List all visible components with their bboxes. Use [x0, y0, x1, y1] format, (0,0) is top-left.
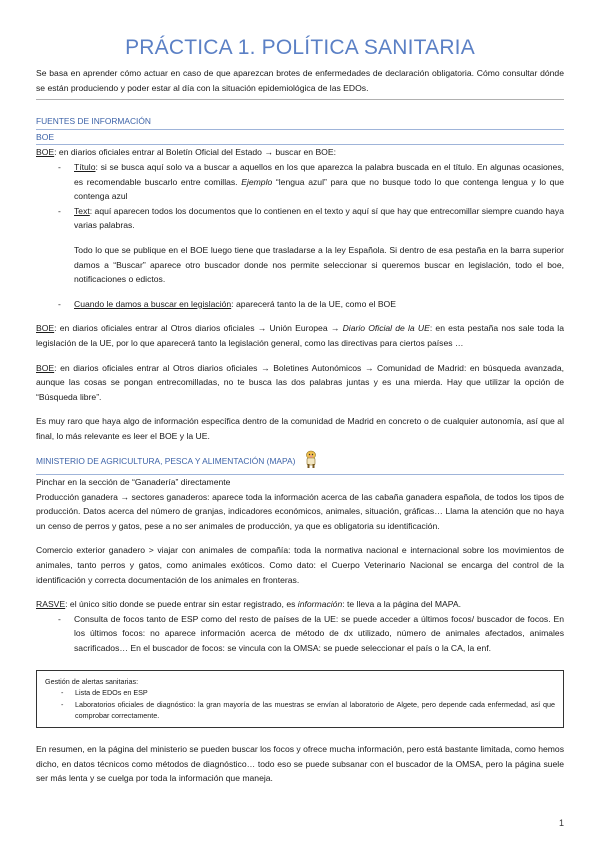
texto-label: Text — [74, 205, 90, 216]
titulo-label: Título — [74, 161, 96, 172]
texto-extra-paragraph: Todo lo que se publique en el BOE luego tiene que trasladarse a la ley Española. Si dentro de esa pestaña en la barra superior damos a “Buscar” aparece otro buscador donde nos permite seleccionar si queremos buscar en legislación, todo el boe, notificaciones o edictos. — [74, 244, 564, 285]
list-item: - Lista de EDOs en ESP — [75, 687, 555, 699]
informacion-italic: información — [297, 599, 343, 610]
section-heading-text: MINISTERIO DE AGRICULTURA, PESCA Y ALIMENTACIÓN (MAPA) — [36, 456, 296, 467]
texto-text: : aquí aparecen todos los documentos que lo contienen en el texto y aquí sí que hay que entrecomillar siempre cuando haya varias palabras. — [74, 205, 564, 231]
boe-text-2: : en esta pestaña nos sale toda la legislación de la UE, por lo que aparecerá tanto la legislación general, como las directivas para ciertos países … — [36, 323, 564, 348]
rasve-text-2: : te lleva a la página del MAPA. — [342, 599, 462, 610]
box-title: Gestión de alertas sanitarias: — [45, 676, 139, 686]
boe-legislacion-list — [36, 297, 564, 312]
rasve-text: : el único sitio donde se puede entrar sin estar registrado, es — [65, 599, 298, 610]
boe-paragraph-2 — [36, 321, 564, 350]
document-body — [36, 66, 564, 786]
mapa-intro: Pinchar en la sección de “Ganadería” directamente — [36, 477, 231, 488]
ejemplo-italic: Ejemplo — [241, 176, 273, 187]
section-heading-mapa — [36, 449, 564, 475]
list-item: - Consulta de focos tanto de ESP como del resto de países de la UE: se puede acceder a últimos focos/ buscador de focos. En los últimos focos: no aparece información acerca de método de dx utilizado, número de animales afectados, animales sacrificados… En el buscador de focos: se vincula con la OMSA: se puede seleccionar el país o la CA, la enf. — [74, 612, 564, 656]
subsection-boe: BOE — [36, 130, 564, 146]
page-title: PRÁCTICA 1. POLÍTICA SANITARIA — [125, 36, 475, 59]
rasve-paragraph — [36, 597, 564, 612]
boe-text: : en diarios oficiales entrar al Otros diarios oficiales → Unión Europea → — [54, 323, 343, 334]
boe-label: BOE — [36, 323, 55, 334]
mapa-produccion-paragraph: Producción ganadera → sectores ganaderos: aparece toda la información acerca de las cabaña ganadera española, de todos los tipos de producción. Datos acerca del número de granjas, indicadores económicos, animales, situación, gráficas… Llama la atención que no haya un censo de perros y gatos, pese a no ser animales de producción, ya que es obligatoria su identificación. — [36, 491, 564, 531]
resumen-paragraph: En resumen, en la página del ministerio se pueden buscar los focos y ofrece mucha información, pero está bastante limitada, como hemos dicho, en datos técnicos como métodos de diagnóstico… todo eso se puede subsanar con el buscador de la OMSA, pero la página suele ser más lenta y se cuelga por toda la información que maneja. — [36, 743, 564, 784]
list-item — [74, 160, 564, 204]
list-item — [74, 297, 564, 312]
boe-text: : en diarios oficiales entrar al Boletín Oficial del Estado → buscar en BOE: — [54, 147, 336, 158]
mapa-comercio-paragraph: Comercio exterior ganadero > viajar con animales de compañía: toda la normativa nacional e internacional sobre los movimientos de animales, tanto perros y gatos, como animales exóticos. Como dato: el Cuerpo Veterinario Nacional se encarga del control de la identificación y correcta documentación de los animales en fronteras. — [36, 545, 564, 585]
pig-icon — [303, 449, 319, 474]
boe-paragraph-4: Es muy raro que haya algo de información específica dentro de la comunidad de Madrid en concreto o de cualquier autonomía, así que al final, lo más relevante es leer el BOE y la UE. — [36, 416, 564, 441]
titulo-text-2: “lengua azul” para que no busque todo lo que contenga lengua y lo que contenga azul — [74, 176, 564, 202]
intro-paragraph: Se basa en aprender cómo actuar en caso de que aparezcan brotes de enfermedades de declaración obligatoria. Cómo consultar dónde se están produciendo y poder estar al día con la situación epidemiológica de las EDOs. — [36, 66, 564, 100]
cuando-text: : aparecerá tanto la de la UE, como el BOE — [231, 298, 396, 309]
boe-paragraph-1 — [36, 145, 564, 160]
list-item — [74, 204, 564, 287]
boe-label: BOE — [36, 362, 55, 373]
rasve-label: RASVE — [36, 599, 66, 610]
rasve-list — [36, 612, 564, 656]
page-number: 1 — [558, 818, 564, 828]
boe-paragraph-3 — [36, 361, 564, 405]
list-item: - Laboratorios oficiales de diagnóstico: la gran mayoría de las muestras se envían al laboratorio de Algete, pero depende cada enfermedad, así que comprobar correctamente. — [75, 699, 555, 722]
boe-label: BOE — [36, 147, 55, 158]
boe-text: : en diarios oficiales entrar al Otros diarios oficiales → Boletines Autonómicos → Comunidad de Madrid: en búsqueda avanzada, aunque las cosas se pongan entrecomilladas, no te busca las dos palabras juntas y es una mierda. Hay que utilizar la opción de “Búsqueda libre”. — [36, 362, 564, 402]
box-list — [45, 687, 555, 722]
alert-management-box — [36, 670, 564, 728]
boe-search-options — [36, 160, 564, 287]
cuando-label: Cuando le damos a buscar en legislación — [74, 298, 232, 309]
section-heading-text: FUENTES DE INFORMACIÓN — [36, 116, 151, 127]
diario-oficial-italic: Diario Oficial de la UE — [342, 323, 430, 334]
titulo-text: : si se busca aquí solo va a buscar a aquellos en los que aparezca la palabra buscada en el título. En algunas ocasiones, es recomendable buscarlo entre comillas. — [74, 161, 564, 187]
section-heading-fuentes — [36, 114, 564, 130]
